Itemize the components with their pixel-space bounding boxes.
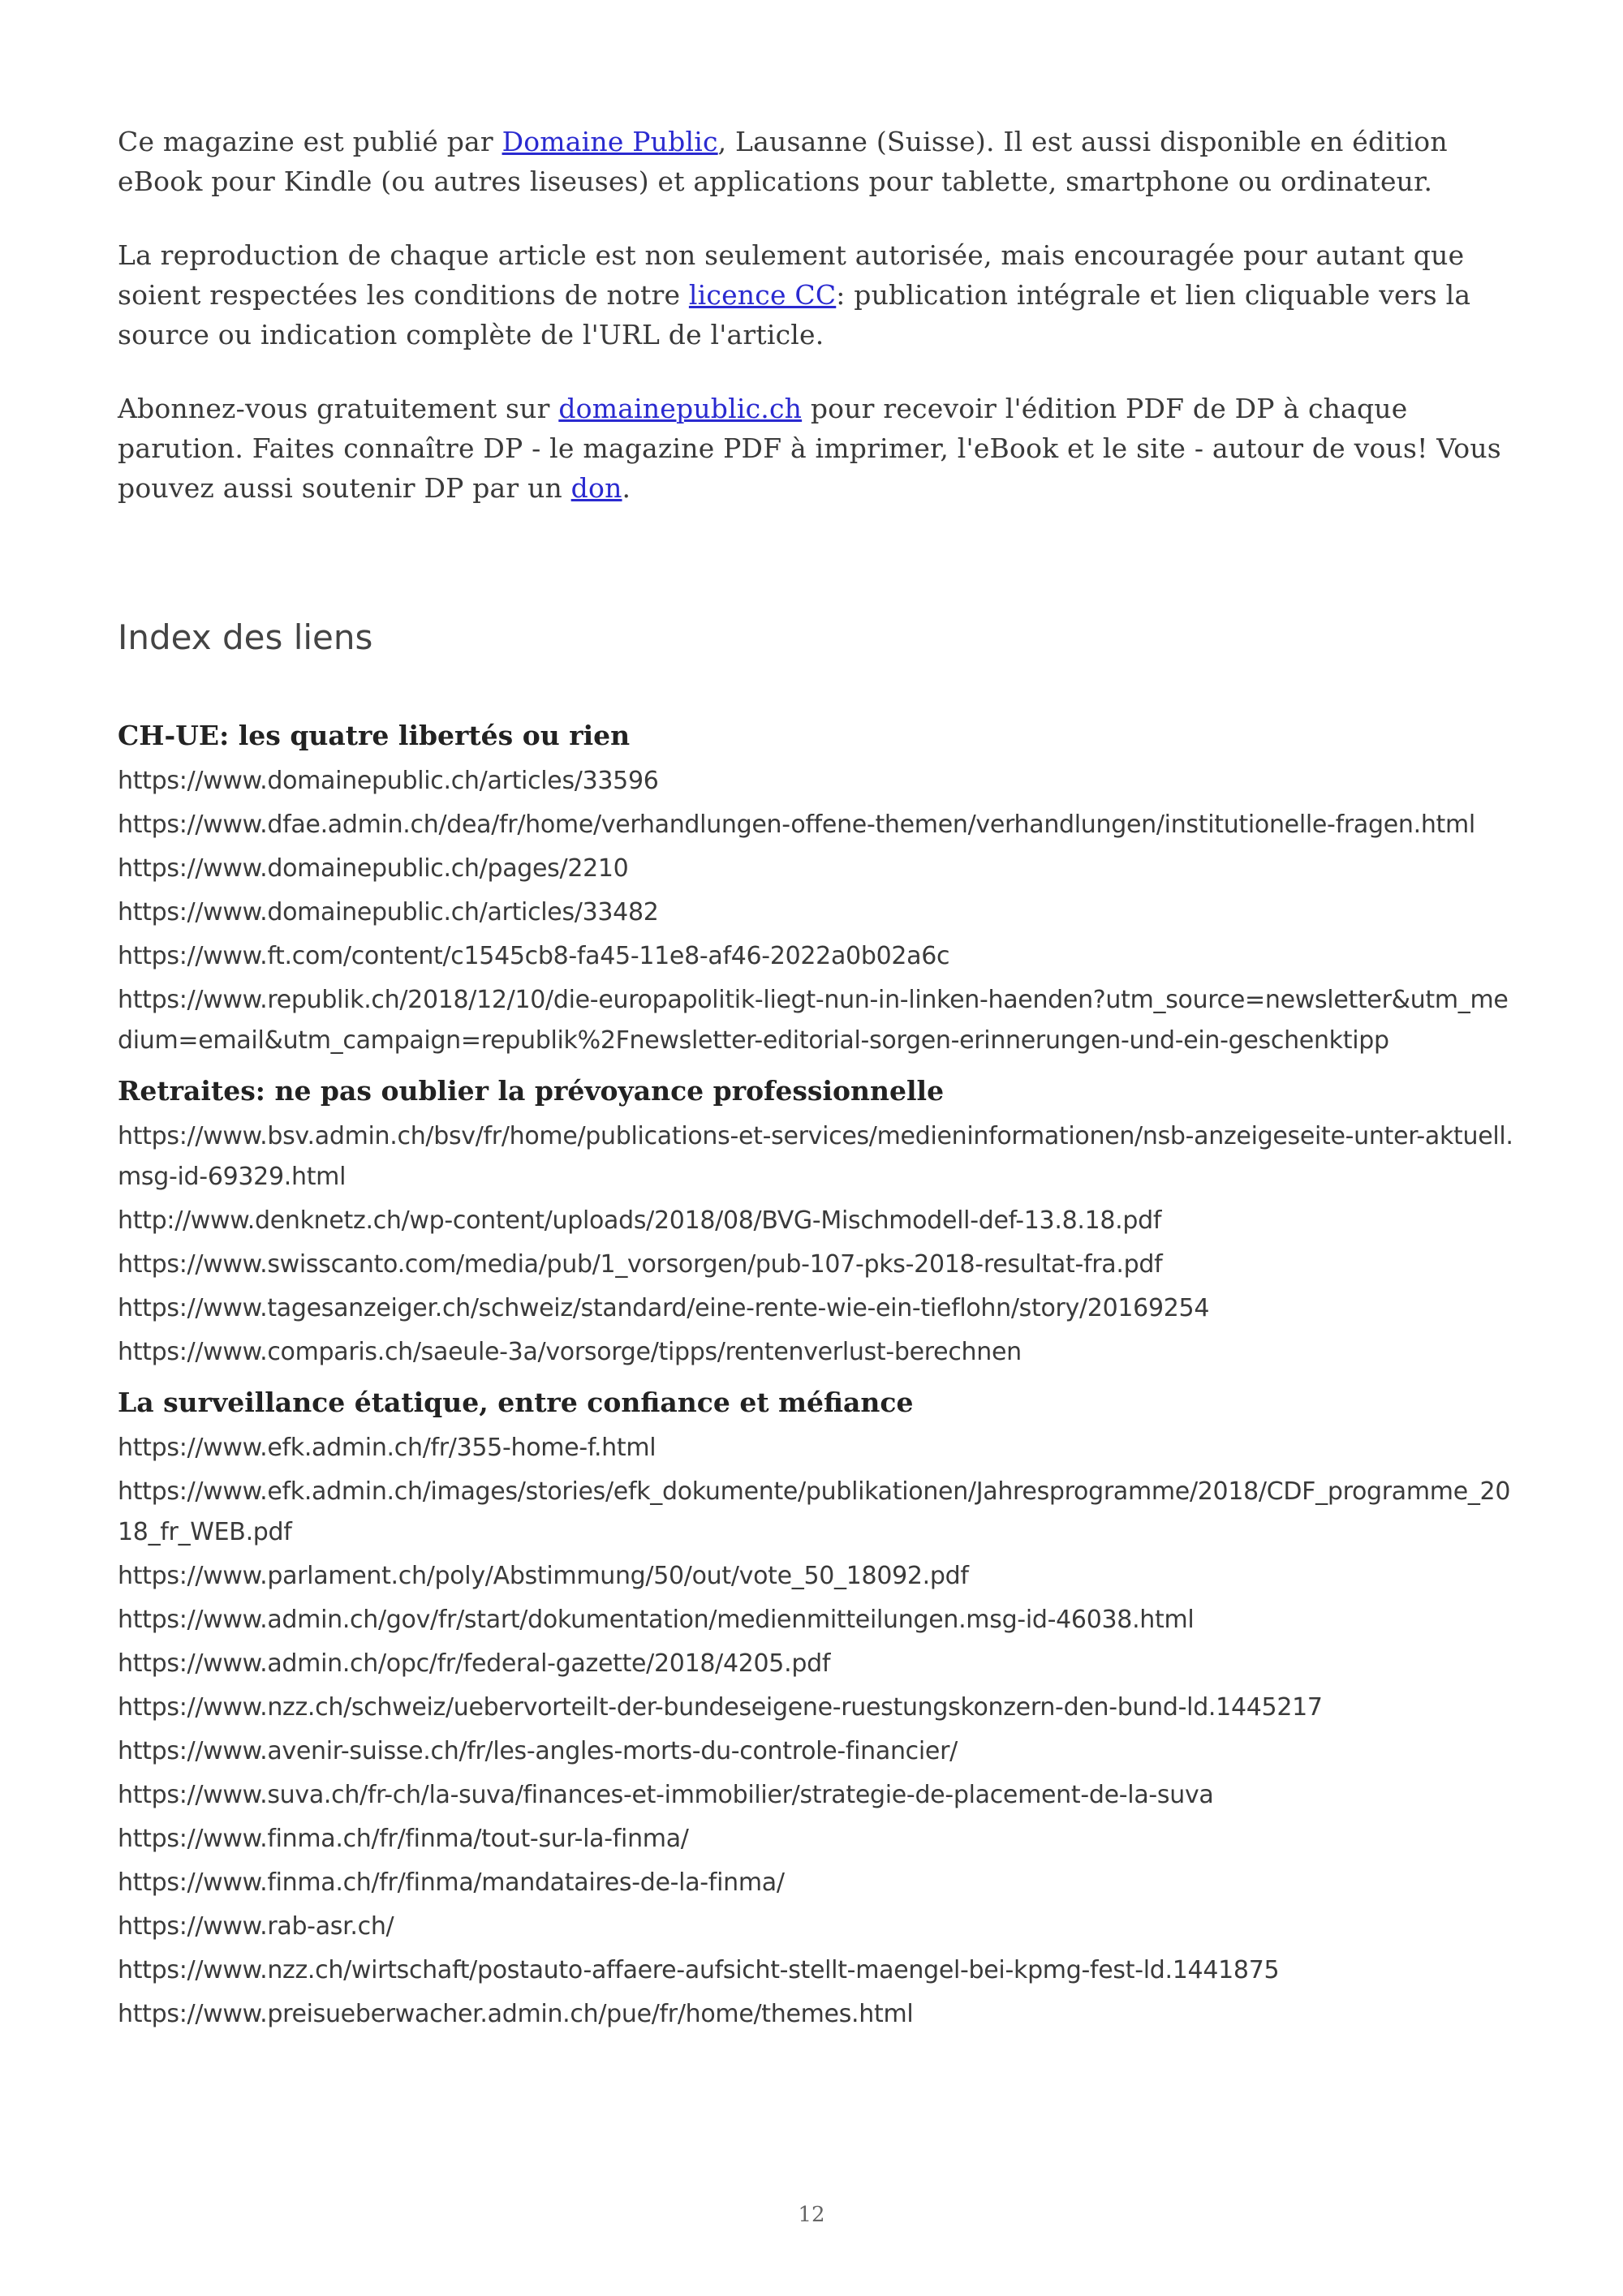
index-section (118, 1073, 1513, 1373)
index-link[interactable]: https://www.domainepublic.ch/pages/2210 (118, 854, 629, 883)
text: : publication intégrale et lien cliquable vers la source ou indication complète de l'URL de l'article. (118, 279, 1471, 350)
intro-paragraph-license (118, 235, 1513, 355)
document-page (118, 122, 1513, 2046)
text: , Lausanne (Suisse). Il est aussi disponible en édition eBook pour Kindle (ou autres liseuses) et applications pour tablette, smartphone ou ordinateur. (118, 126, 1448, 197)
section-title: CH-UE: les quatre libertés ou rien (118, 720, 631, 751)
index-link[interactable]: https://www.dfae.admin.ch/dea/fr/home/verhandlungen-offene-themen/verhandlungen/institutionelle-fragen.html (118, 810, 1475, 839)
index-link[interactable]: https://www.finma.ch/fr/finma/tout-sur-la-finma/ (118, 1825, 689, 1853)
index-link[interactable]: https://www.ft.com/content/c1545cb8-fa45-11e8-af46-2022a0b02a6c (118, 942, 950, 970)
index-link[interactable]: https://www.admin.ch/gov/fr/start/dokumentation/medienmitteilungen.msg-id-46038.html (118, 1606, 1195, 1634)
index-link[interactable]: https://www.domainepublic.ch/articles/33482 (118, 898, 659, 927)
index-link[interactable]: https://www.bsv.admin.ch/bsv/fr/home/publications-et-services/medieninformationen/nsb-anzeigeseite-unter-aktuell.msg-id-69329.html (118, 1122, 1513, 1191)
section-title: Retraites: ne pas oublier la prévoyance professionnelle (118, 1075, 945, 1107)
index-link[interactable]: https://www.nzz.ch/schweiz/uebervorteilt-der-bundeseigene-ruestungskonzern-den-bund-ld.1445217 (118, 1693, 1323, 1722)
licence-cc-link[interactable]: licence CC (688, 279, 837, 311)
text: La reproduction de chaque article est non seulement autorisée, mais encouragée pour autant que soient respectées les conditions de notre (118, 239, 1465, 311)
link-index (118, 717, 1513, 2035)
intro-paragraph-publisher (118, 122, 1513, 201)
index-link[interactable]: https://www.preisueberwacher.admin.ch/pue/fr/home/themes.html (118, 2000, 914, 2028)
domainepublic-link[interactable]: domainepublic.ch (558, 393, 803, 424)
index-link[interactable]: https://www.rab-asr.ch/ (118, 1912, 394, 1941)
intro-paragraph-subscribe (118, 389, 1513, 508)
index-link[interactable]: https://www.swisscanto.com/media/pub/1_vorsorgen/pub-107-pks-2018-resultat-fra.pdf (118, 1250, 1163, 1279)
text: Ce magazine est publié par (118, 126, 502, 157)
index-link[interactable]: https://www.parlament.ch/poly/Abstimmung/50/out/vote_50_18092.pdf (118, 1562, 969, 1590)
domaine-public-link[interactable]: Domaine Public (502, 126, 718, 157)
page-number: 12 (798, 2203, 825, 2227)
index-section (118, 1384, 1513, 2035)
index-link[interactable]: https://www.suva.ch/fr-ch/la-suva/finances-et-immobilier/strategie-de-placement-de-la-suva (118, 1781, 1214, 1809)
text: . (622, 472, 631, 504)
text: pour recevoir l'édition PDF de DP à chaque parution. Faites connaître DP - le magazine PDF à imprimer, l'eBook et le site - autour de vous! Vous pouvez aussi soutenir DP par un (118, 393, 1501, 504)
text: Abonnez-vous gratuitement sur (118, 393, 559, 424)
index-link[interactable]: https://www.nzz.ch/wirtschaft/postauto-affaere-aufsicht-stellt-maengel-bei-kpmg-fest-ld.1441875 (118, 1956, 1280, 1984)
intro-block (118, 122, 1513, 508)
index-title: Index des liens (118, 617, 373, 657)
index-link[interactable]: http://www.denknetz.ch/wp-content/uploads/2018/08/BVG-Mischmodell-def-13.8.18.pdf (118, 1206, 1162, 1235)
index-section (118, 717, 1513, 1061)
index-link[interactable]: https://www.republik.ch/2018/12/10/die-europapolitik-liegt-nun-in-linken-haenden?utm_source=newsletter&utm_medium=email&utm_campaign=republik%2Fnewsletter-editorial-sorgen-erinnerungen-und-ein-geschenktipp (118, 986, 1509, 1055)
index-link[interactable]: https://www.finma.ch/fr/finma/mandataires-de-la-finma/ (118, 1868, 785, 1897)
index-link[interactable]: https://www.domainepublic.ch/articles/33596 (118, 767, 659, 795)
index-link[interactable]: https://www.comparis.ch/saeule-3a/vorsorge/tipps/rentenverlust-berechnen (118, 1338, 1022, 1366)
section-title: La surveillance étatique, entre confiance et méfiance (118, 1387, 914, 1418)
index-link[interactable]: https://www.efk.admin.ch/fr/355-home-f.html (118, 1434, 657, 1462)
index-link[interactable]: https://www.avenir-suisse.ch/fr/les-angles-morts-du-controle-financier/ (118, 1737, 958, 1765)
index-link[interactable]: https://www.efk.admin.ch/images/stories/efk_dokumente/publikationen/Jahresprogramme/2018/CDF_programme_2018_fr_WEB.pdf (118, 1477, 1511, 1546)
index-link[interactable]: https://www.admin.ch/opc/fr/federal-gazette/2018/4205.pdf (118, 1649, 831, 1678)
index-link[interactable]: https://www.tagesanzeiger.ch/schweiz/standard/eine-rente-wie-ein-tieflohn/story/20169254 (118, 1294, 1210, 1322)
don-link[interactable]: don (570, 472, 622, 504)
